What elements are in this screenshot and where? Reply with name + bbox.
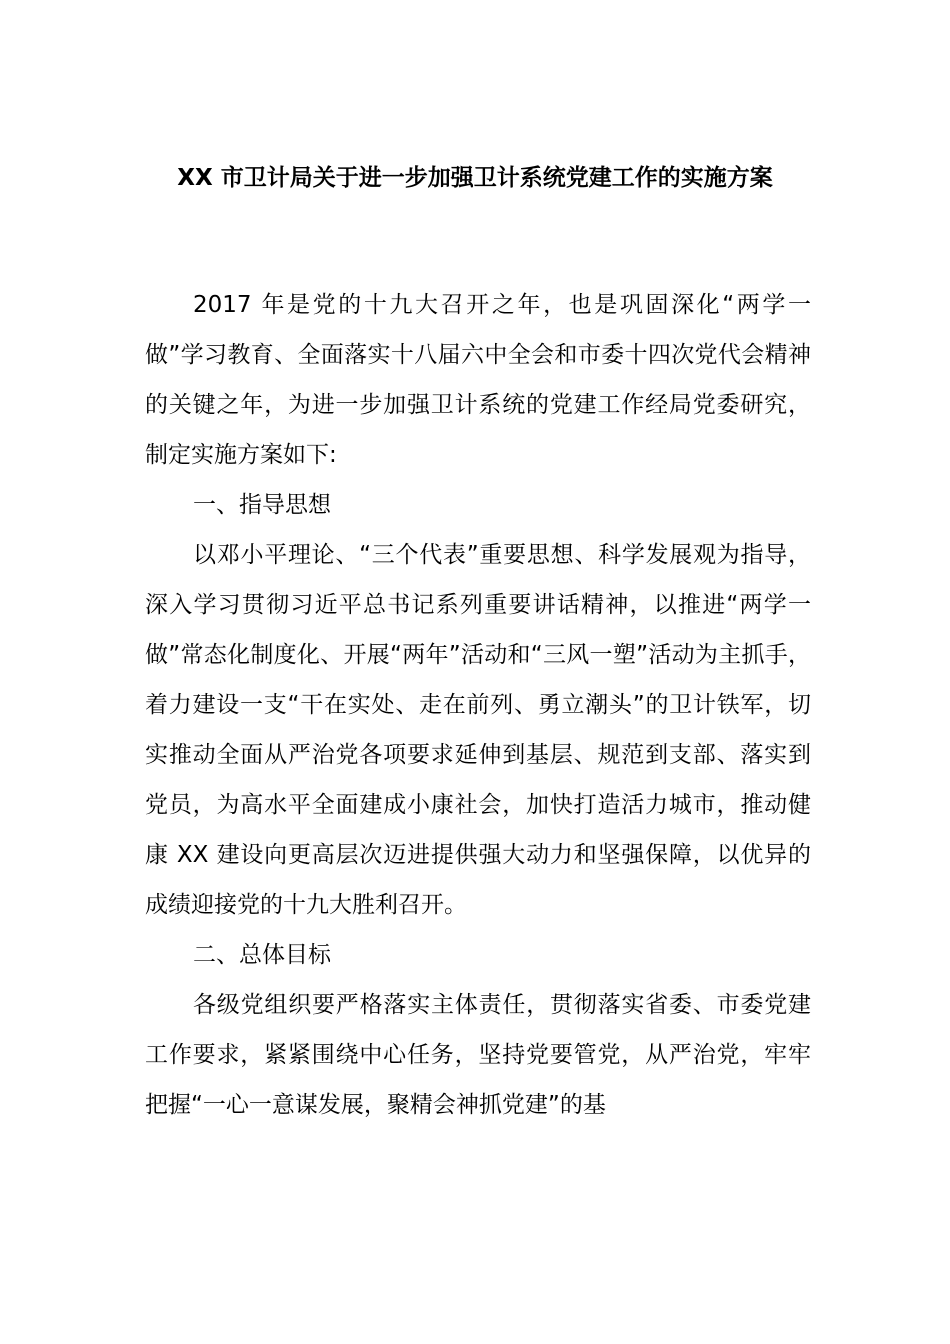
guiding-ideology-paragraph: 以邓小平理论、“三个代表”重要思想、科学发展观为指导，深入学习贯彻习近平总书记系列重要讲话精神，以推进“两学一做”常态化制度化、开展“两年”活动和“三风一塑”活动为主抓手，着力建设一支“干在实处、走在前列、勇立潮头”的卫计铁军，切实推动全面从严治党各项要求延伸到基层、规范到支部、落实到党员，为高水平全面建成小康社会，加快打造活力城市，推动健康 XX 建设向更高层次迈进提供强大动力和坚强保障，以优异的成绩迎接党的十九大胜利召开。 xyxy=(145,542,811,918)
document-title: XX 市卫计局关于进一步加强卫计系统党建工作的实施方案 xyxy=(177,165,773,191)
document-body xyxy=(145,280,811,1130)
intro-paragraph: 2017 年是党的十九大召开之年，也是巩固深化“两学一做”学习教育、全面落实十八届六中全会和市委十四次党代会精神的关键之年，为进一步加强卫计系统的党建工作经局党委研究，制定实施方案如下: xyxy=(145,292,811,468)
section-heading-guiding-ideology: 一、指导思想 xyxy=(193,492,331,518)
section-heading-overall-goal: 二、总体目标 xyxy=(193,942,331,968)
overall-goal-paragraph: 各级党组织要严格落实主体责任，贯彻落实省委、市委党建工作要求，紧紧围绕中心任务，坚持党要管党，从严治党，牢牢把握“一心一意谋发展，聚精会神抓党建”的基 xyxy=(145,992,811,1118)
